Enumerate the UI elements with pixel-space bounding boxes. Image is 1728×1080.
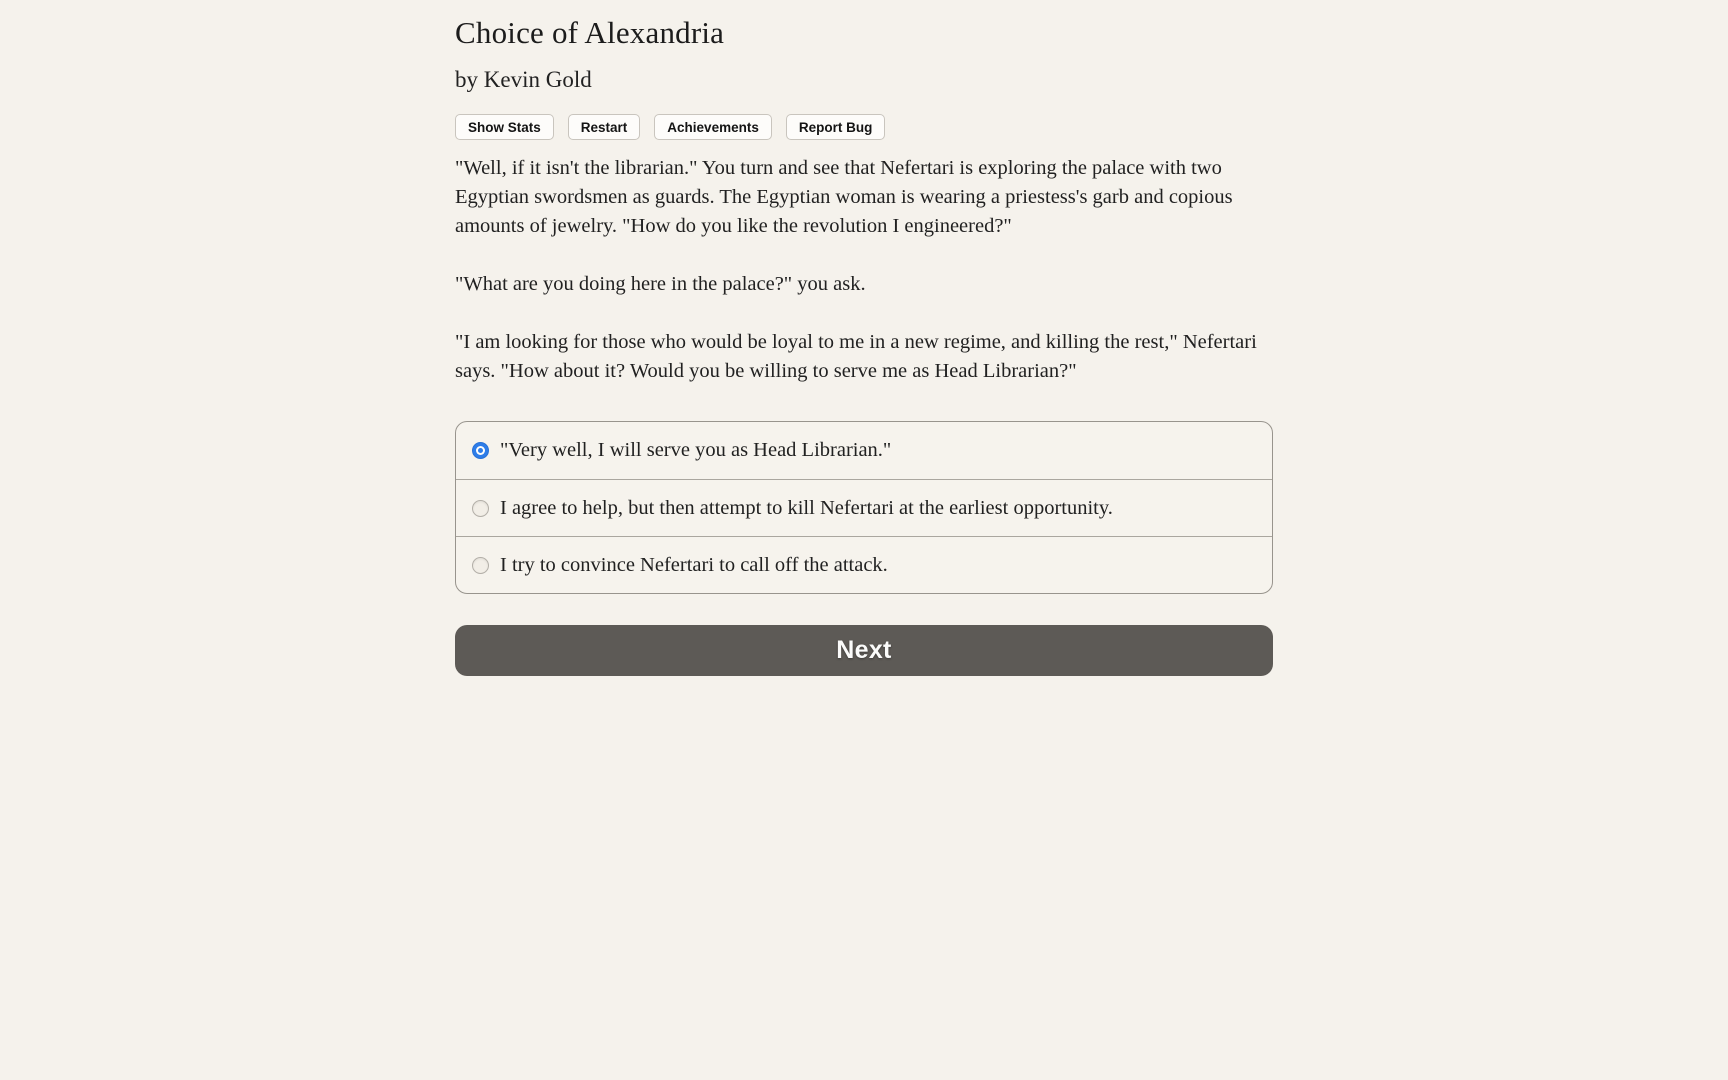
choice-option-2[interactable] xyxy=(456,479,1272,536)
restart-button[interactable]: Restart xyxy=(568,114,641,140)
report-bug-button[interactable]: Report Bug xyxy=(786,114,886,140)
choice-option-3[interactable] xyxy=(456,536,1272,593)
choice-option-label: I agree to help, but then attempt to kill Nefertari at the earliest opportunity. xyxy=(500,496,1113,519)
show-stats-button[interactable]: Show Stats xyxy=(455,114,554,140)
choice-option-1[interactable] xyxy=(456,422,1272,479)
toolbar xyxy=(455,114,1273,140)
story-text xyxy=(455,154,1273,386)
game-page xyxy=(455,0,1273,676)
story-paragraph: "Well, if it isn't the librarian." You turn and see that Nefertari is exploring the palace with two Egyptian swordsmen as guards. The Egyptian woman is wearing a priestess's garb and copious amounts of jewelry. "How do you like the revolution I engineered?" xyxy=(455,157,1233,237)
next-button[interactable]: Next xyxy=(455,625,1273,676)
radio-button[interactable] xyxy=(472,442,489,459)
choice-option-label: I try to convince Nefertari to call off the attack. xyxy=(500,553,888,576)
author-byline: by Kevin Gold xyxy=(455,67,592,92)
achievements-button[interactable]: Achievements xyxy=(654,114,772,140)
story-paragraph: "I am looking for those who would be loyal to me in a new regime, and killing the rest," Nefertari says. "How about it? Would you be willing to serve me as Head Librarian?" xyxy=(455,331,1257,382)
choice-option-label: "Very well, I will serve you as Head Librarian." xyxy=(500,439,892,461)
page-title: Choice of Alexandria xyxy=(455,15,725,50)
radio-button[interactable] xyxy=(472,500,489,517)
radio-button[interactable] xyxy=(472,557,489,574)
story-paragraph: "What are you doing here in the palace?" you ask. xyxy=(455,273,866,295)
choice-group xyxy=(455,421,1273,594)
